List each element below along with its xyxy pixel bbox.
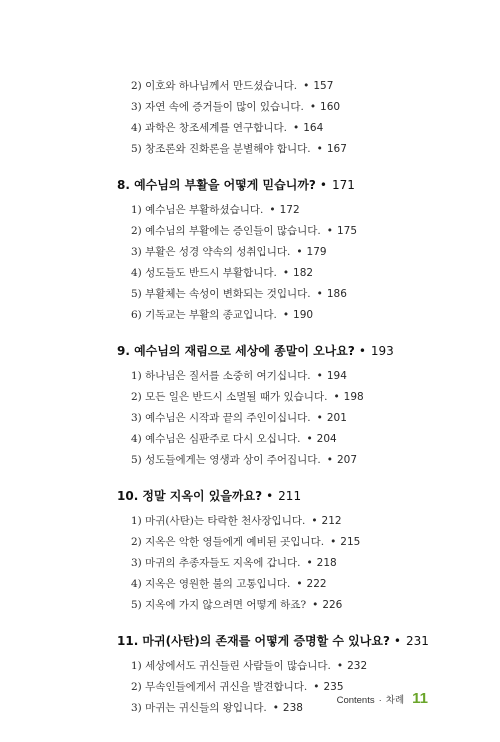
toc-item-page: 232 [347,660,368,672]
bullet-separator: • [306,433,313,445]
footer-page-number: 11 [412,690,428,707]
toc-item-page: 160 [320,101,341,113]
toc-item [117,97,457,118]
section-heading-page: 193 [370,344,394,358]
bullet-separator: • [311,515,318,527]
bullet-separator: • [326,225,333,237]
bullet-separator: • [316,143,323,155]
toc-item-text: 1) 예수님은 부활하셨습니다. [131,204,264,216]
toc-item-page: 215 [340,536,361,548]
section-heading-text: 9. 예수님의 재림으로 세상에 종말이 오나요? [117,344,355,358]
bullet-separator: • [309,101,317,113]
toc-item-text: 4) 예수님은 심판주로 다시 오십니다. [131,433,301,445]
toc-item-page: 238 [282,702,303,714]
bullet-separator: • [316,370,323,382]
bullet-separator: • [296,578,303,590]
bullet-separator: • [282,267,290,279]
toc-item-text: 4) 지옥은 영원한 불의 고통입니다. [131,578,291,590]
footer-contents-label: Contents [336,695,375,706]
toc-item-text: 3) 부활은 성경 약속의 성취입니다. [131,246,291,258]
toc-item-page: 182 [293,267,314,279]
toc-item [117,139,457,160]
toc-item-page: 222 [306,578,327,590]
bullet-separator: • [293,122,300,134]
toc-item-text: 1) 세상에서도 귀신들린 사람들이 많습니다. [131,660,331,672]
toc-item-page: 186 [326,288,347,300]
toc-item-text: 2) 무속인들에게서 귀신을 발견합니다. [131,681,308,693]
toc-item [117,305,457,326]
toc-item-text: 6) 기독교는 부활의 종교입니다. [131,309,277,321]
section-heading [117,174,457,196]
bullet-separator: • [312,599,319,611]
bullet-separator: • [303,80,310,92]
toc-item [117,532,457,553]
bullet-separator: • [333,391,340,403]
toc-item-text: 5) 창조론와 진화론을 분별해야 합니다. [131,143,311,155]
bullet-separator: • [316,412,323,424]
toc-item-page: 226 [322,599,343,611]
toc-item-page: 175 [336,225,358,237]
toc-item-text: 3) 마귀는 귀신들의 왕입니다. [131,702,267,714]
toc-item-text: 3) 예수님은 시작과 끝의 주인이십니다. [131,412,311,424]
bullet-separator: • [358,344,366,358]
toc-item [117,242,457,263]
bullet-separator: • [313,681,320,693]
toc-item-text: 4) 성도들도 반드시 부활합니다. [131,267,277,279]
toc-item [117,118,457,139]
toc-item-text: 5) 성도들에게는 영생과 상이 주어집니다. [131,454,321,466]
toc-item [117,450,457,471]
toc-item [117,284,457,305]
page-footer [337,688,428,708]
toc-item-page: 190 [293,309,314,321]
bullet-separator: • [336,660,344,672]
toc-item [117,263,457,284]
toc-item-page: 201 [326,412,347,424]
bullet-separator: • [272,702,279,714]
toc-item-page: 198 [343,391,364,403]
section-heading [117,630,457,652]
toc-item [117,511,457,532]
toc-item [117,200,457,221]
section-heading [117,340,457,362]
toc-item-text: 3) 마귀의 추종자들도 지옥에 갑니다. [131,557,301,569]
toc-item-text: 5) 부활체는 속성이 변화되는 것입니다. [131,288,311,300]
toc-item [117,408,457,429]
toc-content [117,76,457,719]
bullet-separator: • [266,489,274,503]
section-heading-page: 171 [331,178,355,192]
toc-item-text: 4) 과학은 창조세계를 연구합니다. [131,122,287,134]
toc-item-page: 172 [279,204,300,216]
toc-item-page: 179 [306,246,327,258]
toc-item-page: 207 [336,454,358,466]
toc-item [117,366,457,387]
toc-item-page: 157 [313,80,334,92]
bullet-separator: • [319,178,327,192]
toc-section [117,174,457,326]
bullet-separator: • [282,309,290,321]
toc-item-text: 2) 예수님의 부활에는 증인들이 많습니다. [131,225,321,237]
toc-item-page: 167 [326,143,347,155]
toc-item-text: 2) 지옥은 악한 영들에게 예비된 곳입니다. [131,536,325,548]
section-heading-text: 10. 정말 지옥이 있을까요? [117,489,263,503]
bullet-separator: • [306,557,313,569]
toc-section [117,340,457,471]
toc-item [117,76,457,97]
section-heading-page: 231 [406,634,429,648]
section-heading-text: 8. 예수님의 부활을 어떻게 믿습니까? [117,178,316,192]
footer-korean-label: 차례 [385,695,405,706]
toc-section [117,485,457,616]
toc-item [117,221,457,242]
bullet-separator: • [269,204,276,216]
section-heading [117,485,457,507]
bullet-separator: • [296,246,303,258]
toc-item-text: 2) 모든 일은 반드시 소멸될 때가 있습니다. [131,391,328,403]
bullet-separator: • [393,634,401,648]
toc-item [117,656,457,677]
toc-item-page: 212 [321,515,342,527]
toc-item [117,429,457,450]
bullet-separator: • [326,454,333,466]
toc-item [117,595,457,616]
toc-item-page: 164 [303,122,324,134]
toc-item-page: 204 [316,433,337,445]
footer-dot: · [378,695,382,706]
section-heading-page: 211 [278,489,302,503]
toc-item [117,387,457,408]
section-heading-text: 11. 마귀(사탄)의 존재를 어떻게 증명할 수 있나요? [117,634,390,648]
toc-item-text: 5) 지옥에 가지 않으려면 어떻게 하죠? [131,599,307,611]
toc-item-text: 3) 자연 속에 증거들이 많이 있습니다. [131,101,304,113]
toc-item-text: 2) 이호와 하나님께서 만드셨습니다. [131,80,298,92]
bullet-separator: • [330,536,337,548]
toc-item [117,574,457,595]
toc-item-page: 194 [326,370,347,382]
toc-item-page: 235 [323,681,344,693]
toc-item-page: 218 [316,557,337,569]
toc-item-text: 1) 마귀(사탄)는 타락한 천사장입니다. [131,515,306,527]
bullet-separator: • [316,288,323,300]
toc-item [117,553,457,574]
toc-item-text: 1) 하나님은 질서를 소중히 여기십니다. [131,370,311,382]
